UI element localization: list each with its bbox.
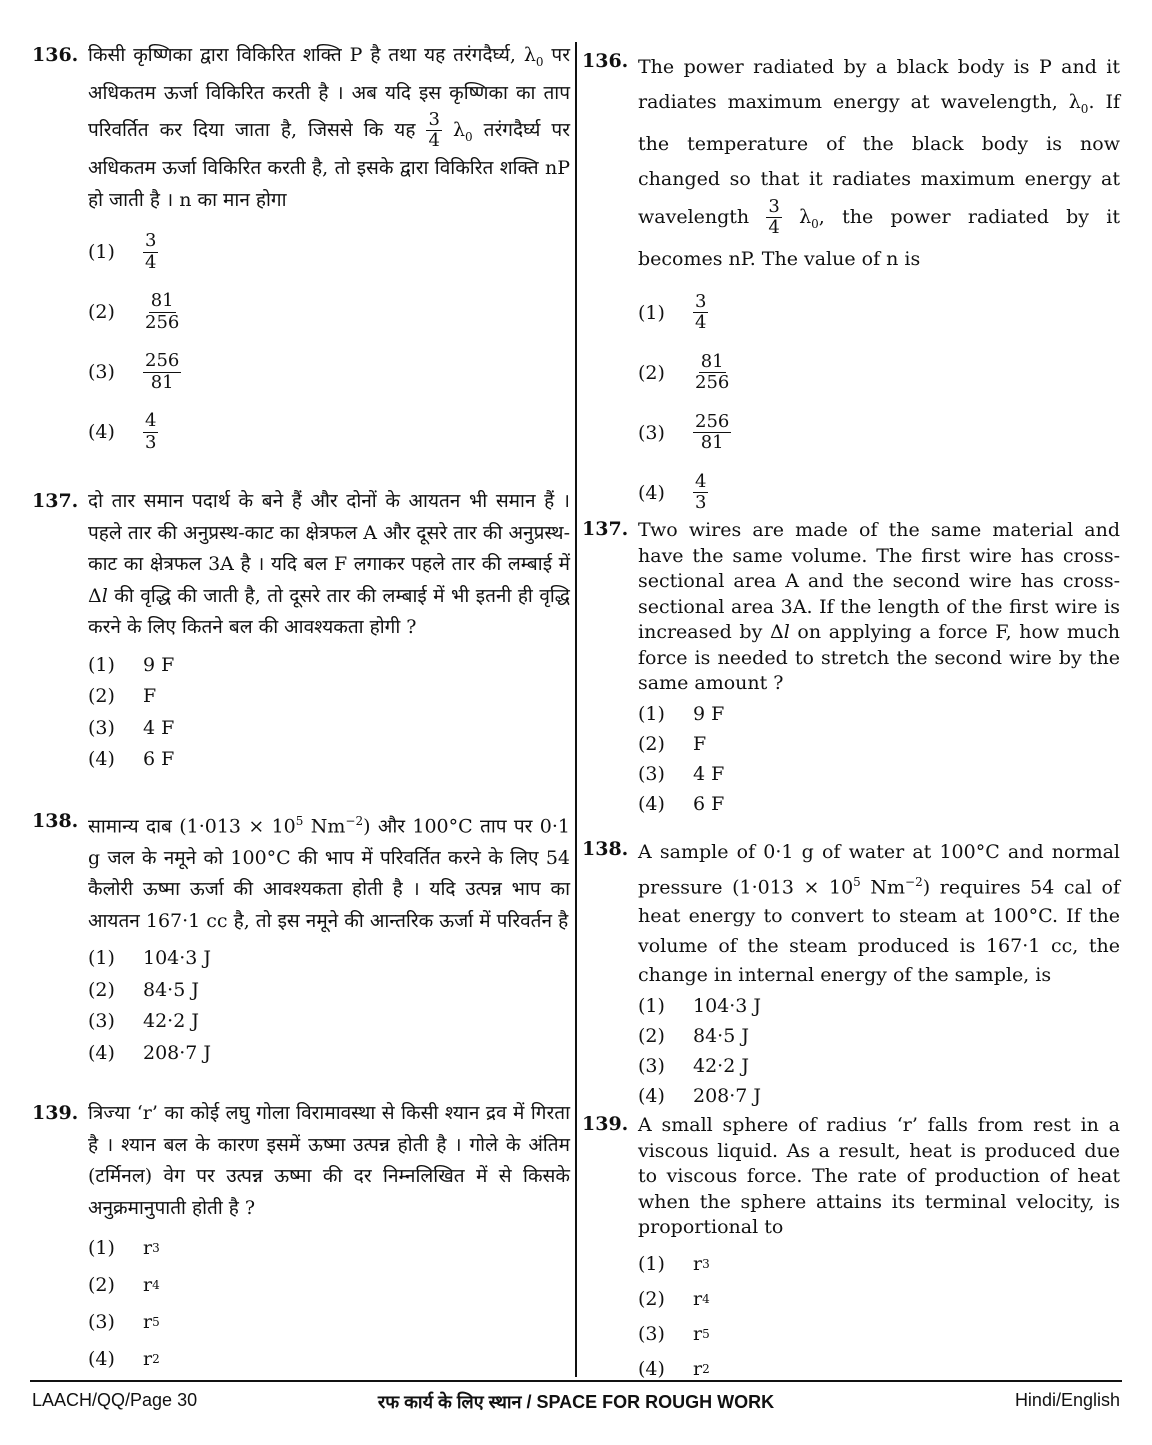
option-4: (4) 208·7 J (638, 1084, 762, 1107)
option-list (638, 283, 1120, 523)
option-2: (2) F (638, 732, 707, 755)
option-3: (3) 4 F (88, 716, 175, 739)
option-3: (3) $\frac{256}{81}$ (638, 410, 730, 454)
option-list (88, 650, 570, 776)
question-stem: सामान्य दाब ($1\cdot 013 \times 10^5$ $Nm^{-2}$) और 100°C ताप पर 0·1 g जल के नमूने को 100°C की भाप में परिवर्तित करने के लिए 54 कैलोरी ऊष्मा ऊर्जा की आवश्यकता होती है । यदि उत्पन्न भाप का आयतन 167·1 cc है, तो इस नमूने की आन्तरिक ऊर्जा में परिवर्तन है (88, 814, 571, 932)
option-3: (3) 4 F (638, 762, 725, 785)
question-stem: Two wires are made of the same material and have the same volume. The first wire has cross-sectional area A and the second wire has cross-sectional area 3A. If the length of the first wire is increased by Δl on applying a force F, how much force is needed to stretch the second wire by the same amount ? (638, 519, 1120, 694)
option-1: (1) r 3 (638, 1253, 710, 1275)
option-2: (2) 84·5 J (638, 1024, 749, 1047)
question-stem: त्रिज्या ‘r’ का कोई लघु गोला विरामावस्था से किसी श्यान द्रव में गिरता है । श्यान बल के कारण इसमें ऊष्मा उत्पन्न होती है । गोले के अंतिम (टर्मिनल) वेग पर उत्पन्न ऊष्मा की दर निम्नलिखित में से किसके अनुक्रमानुपाती होती है ? (88, 1102, 570, 1219)
option-1: (1) 104·3 J (638, 994, 762, 1017)
option-4: (4) $\frac{4}{3}$ (638, 470, 707, 514)
fraction: $\frac{3}{4}$ (768, 195, 780, 239)
option-4: (4) $\frac{4}{3}$ (88, 410, 157, 453)
fraction: $\frac{3}{4}$ (428, 108, 440, 152)
option-list (88, 222, 570, 462)
question-136-hi (32, 40, 570, 486)
question-139-hi: 139. त्रिज्या ‘r’ का कोई लघु गोला विरामावस्था से किसी श्यान द्रव में गिरता है । श्यान बल के कारण इसमें ऊष्मा उत्पन्न होती है । गोले के अंतिम (टर्मिनल) वेग पर उत्पन्न ऊष्मा की दर निम्नलिखित में से किसके अनुक्रमानुपाती होती है ? (1) r 3 (2) r 4 (3) r 5 (4) r 2 (32, 1098, 570, 1378)
option-list (638, 991, 1120, 1111)
option-3: (3) r 5 (638, 1323, 710, 1345)
question-stem: A sample of 0·1 g of water at 100°C and normal pressure ($1\cdot 013 \times 10^5$ $Nm^{-2}$) requires 54 cal of heat energy to convert to steam at 100°C. If the volume of the steam produced is 167·1 cc, the change in internal energy of the sample, is (638, 841, 1120, 987)
english-column (582, 50, 1120, 1387)
option-4: (4) 6 F (638, 792, 725, 815)
question-stem: दो तार समान पदार्थ के बने हैं और दोनों के आयतन भी समान हैं । पहले तार की अनुप्रस्थ-काट का क्षेत्रफल A और दूसरे तार की अनुप्रस्थ-काट का क्षेत्रफल 3A है । यदि बल F लगाकर पहले तार की लम्बाई में Δl की वृद्धि की जाती है, तो दूसरे तार की लम्बाई में भी इतनी ही वृद्धि करने के लिए कितने बल की आवश्यकता होगी ? (88, 490, 570, 638)
option-4: (4) 6 F (88, 748, 175, 770)
option-1: (1) 9 F (88, 653, 175, 676)
option-1: (1) $\frac{3}{4}$ (638, 290, 707, 334)
option-2: (2) r 4 (88, 1273, 160, 1296)
question-stem: किसी कृष्णिका द्वारा विकिरित शक्ति P है तथा यह तरंगदैर्घ्य, $\lambda_0$ पर अधिकतम ऊर्जा विकिरित करती है । अब यदि इस कृष्णिका का ताप परिवर्तित कर दिया जाता है, जिससे कि यह $\frac{3}{4}$ $\lambda_0$ तरंगदैर्घ्य पर अधिकतम ऊर्जा विकिरित करती है, तो इसके द्वारा विकिरित शक्ति nP हो जाती है । n का मान होगा (88, 44, 570, 211)
option-4: (4) r 2 (88, 1347, 160, 1370)
page-code: LAACH/QQ/Page 30 (32, 1390, 198, 1410)
option-list (638, 1247, 1120, 1387)
question-138-hi: 138. सामान्य दाब ($1\cdot 013 \times 10^5$ $Nm^{-2}$) और 100°C ताप पर 0·1 g जल के नमूने को 100°C की भाप में परिवर्तित करने के लिए 54 कैलोरी ऊष्मा ऊर्जा की आवश्यकता होती है । यदि उत्पन्न भाप का आयतन 167·1 cc है, तो इस नमूने की आन्तरिक ऊर्जा में परिवर्तन है (1) 104·3 J (2) 84·5 J (3) 42·2 J (4) 208·7 J (32, 806, 570, 1098)
option-2: (2) $\frac{81}{256}$ (638, 350, 730, 394)
option-4: (4) 208·7 J (88, 1041, 212, 1064)
option-1: (1) $\frac{3}{4}$ (88, 230, 157, 273)
footer-rule (30, 1380, 1122, 1382)
option-2: (2) r 4 (638, 1288, 710, 1310)
hindi-column (32, 40, 570, 1378)
option-1: (1) 9 F (638, 702, 725, 725)
question-139-en: 139. A small sphere of radius ‘r’ falls from rest in a viscous liquid. As a result, heat is produced due to viscous force. The rate of production of heat when the sphere attains its terminal velocity, is proportional to (1) r 3 (2) r 4 (3) r 5 (4) r 2 (582, 1113, 1120, 1387)
rough-work-label: रफ कार्य के लिए स्थान / SPACE FOR ROUGH WORK (377, 1392, 775, 1412)
option-3: (3) 42·2 J (638, 1054, 749, 1077)
column-divider (575, 42, 577, 1377)
question-stem: The power radiated by a black body is P and it radiates maximum energy at wavelength, $\lambda_0$. If the temperature of the black body is now changed so that it radiates maximum energy at wavelength $\frac{3}{4}$ $\lambda_0$, the power radiated by it becomes nP. The value of n is (638, 56, 1120, 270)
question-stem: A small sphere of radius ‘r’ falls from rest in a viscous liquid. As a result, heat is produced due to viscous force. The rate of production of heat when the sphere attains its terminal velocity, is proportional to (638, 1114, 1120, 1238)
question-136-en: 136. The power radiated by a black body is P and it radiates maximum energy at wavelength, $\lambda_0$. If the temperature of the black body is now changed so that it radiates maximum energy at wavelength $\frac{3}{4}$ $\lambda_0$, the power radiated by it becomes nP. The value of n is (1) $\frac{3}{4}$ (2) $\frac{81}{256}$ (3) $\frac{256}{81}$ (4) $\frac{4}{3}$ (582, 50, 1120, 518)
question-137-hi: 137. दो तार समान पदार्थ के बने हैं और दोनों के आयतन भी समान हैं । पहले तार की अनुप्रस्थ-काट का क्षेत्रफल A और दूसरे तार की अनुप्रस्थ-काट का क्षेत्रफल 3A है । यदि बल F लगाकर पहले तार की लम्बाई में Δl की वृद्धि की जाती है, तो दूसरे तार की लम्बाई में भी इतनी ही वृद्धि करने के लिए कितने बल की आवश्यकता होगी ? (1) 9 F (2) F (3) 4 F (4) 6 F (32, 486, 570, 806)
option-3: (3) r 5 (88, 1310, 160, 1333)
option-1: (1) r 3 (88, 1236, 160, 1259)
option-3: (3) 42·2 J (88, 1010, 199, 1033)
option-list (88, 1230, 570, 1378)
question-138-en: 138. A sample of 0·1 g of water at 100°C and normal pressure ($1\cdot 013 \times 10^5$ $Nm^{-2}$) requires 54 cal of heat energy to convert to steam at 100°C. If the volume of the steam produced is 167·1 cc, the change in internal energy of the sample, is (1) 104·3 J (2) 84·5 J (3) 42·2 J (4) 208·7 J (582, 838, 1120, 1113)
option-2: (2) 84·5 J (88, 978, 199, 1001)
language-label: Hindi/English (1014, 1390, 1120, 1410)
option-3: (3) $\frac{256}{81}$ (88, 350, 180, 393)
option-list (638, 699, 1120, 819)
option-2: (2) F (88, 685, 157, 707)
option-2: (2) $\frac{81}{256}$ (88, 290, 180, 333)
option-list (88, 943, 570, 1069)
option-4: (4) r 2 (638, 1358, 710, 1380)
question-137-en: 137. Two wires are made of the same material and have the same volume. The first wire has cross-sectional area A and the second wire has cross-sectional area 3A. If the length of the first wire is increased by Δl on applying a force F, how much force is needed to stretch the second wire by the same amount ? (1) 9 F (2) F (3) 4 F (4) 6 F (582, 518, 1120, 838)
option-1: (1) 104·3 J (88, 947, 212, 970)
question-number: 136. (32, 44, 79, 66)
